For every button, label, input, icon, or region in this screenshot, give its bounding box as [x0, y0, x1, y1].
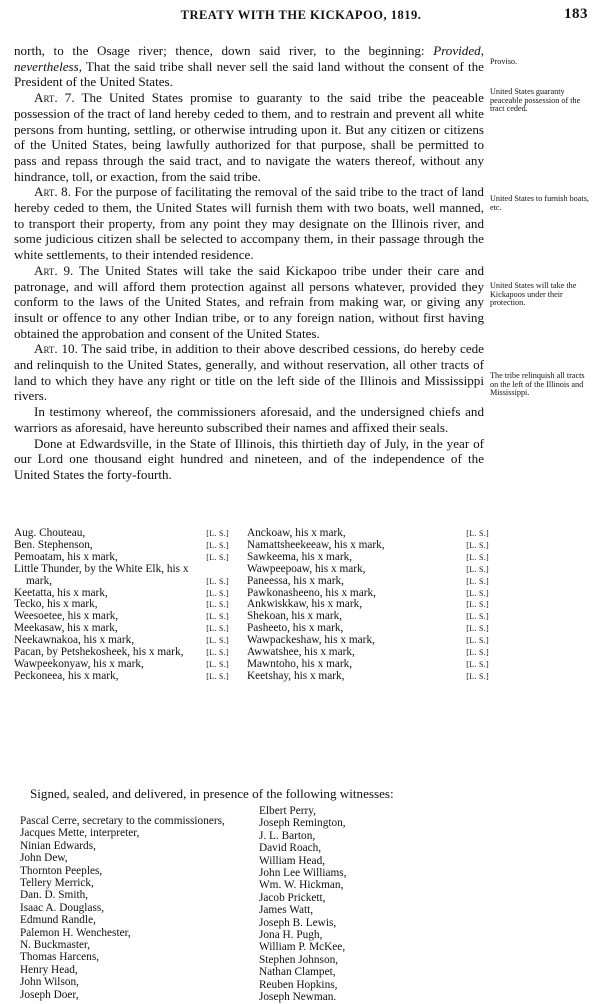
paragraph	[14, 404, 484, 435]
witness-name: Elbert Perry,	[259, 805, 316, 817]
signatory-row	[14, 671, 229, 683]
seal-mark: [L. S.]	[206, 659, 229, 669]
signatory-name: Namattsheekeeaw, his x mark,	[247, 538, 385, 551]
signatory-name: Wawpeekonyaw, his x mark,	[14, 657, 144, 670]
signatory-name: Anckoaw, his x mark,	[247, 527, 346, 539]
paragraph	[14, 341, 484, 404]
page-header	[14, 6, 588, 26]
signatory-name: Peckoneea, his x mark,	[14, 669, 119, 682]
margin-note: Proviso.	[490, 57, 518, 66]
seal-mark: [L. S.]	[466, 624, 489, 634]
text-run: . The United States will take the said Kickapoo tribe under their care and patronage, and will afford them protection against all persons whatever, provided they conform to the laws of the United States, and refrain from making war, or giving any insult or offence to any other Indian tribe, or to any foreign nation, without first having obtained the approbation and consent of the United States.	[14, 262, 484, 341]
paragraph	[14, 90, 484, 184]
witness-name: Thomas Harcens,	[20, 951, 100, 964]
signatory-row	[247, 671, 489, 683]
paragraph	[14, 436, 484, 483]
signatory-row	[247, 564, 489, 576]
article-label: Art. 9	[34, 262, 71, 278]
witness-name: Reuben Hopkins,	[259, 978, 338, 991]
seal-mark: [L. S.]	[206, 671, 229, 681]
witness-name: Jona H. Pugh,	[259, 929, 323, 942]
seal-mark: [L. S.]	[466, 636, 489, 646]
seal-mark: [L. S.]	[466, 648, 489, 658]
seal-mark: [L. S.]	[466, 612, 489, 622]
seal-mark: [L. S.]	[466, 576, 489, 586]
seal-mark: [L. S.]	[206, 576, 229, 586]
witness-name: William Head,	[259, 854, 326, 867]
paragraph	[14, 184, 484, 263]
signatory-row	[14, 552, 229, 564]
article-label: Art. 8	[34, 184, 68, 200]
margin-note: The tribe relinquish all tracts on the left of the Illinois and Mississippi.	[490, 371, 585, 398]
signatory-name: Wawpackeshaw, his x mark,	[247, 634, 375, 647]
witness-name: N. Buckmaster,	[20, 939, 91, 952]
signatory-name: Paneessa, his x mark,	[247, 574, 344, 587]
treaty-body-text	[14, 43, 484, 483]
witness-name: Nathan Clampet,	[259, 966, 336, 979]
witness-name: David Roach,	[259, 842, 322, 855]
seal-mark: [L. S.]	[466, 529, 489, 538]
signatory-row	[247, 576, 489, 588]
witness-name: Joseph B. Lewis,	[259, 916, 337, 929]
witnesses-right-column	[259, 805, 489, 1004]
text-run: . The United States promise to guaranty to the said tribe the peaceable possession of the tract of land hereby ceded to them, and to restrain and prevent all white persons from hunting, settling, or otherwise intruding upon it. But any citizen or citizens of the United States, being lawfully authorized for that purpose, shall be permitted to pass and repass through the said tract, and to navigate the waters thereof, without any hindrance, toll, or exaction, from the said tribe.	[14, 90, 484, 184]
witness-name: J. L. Barton,	[259, 829, 316, 842]
signatory-row	[247, 552, 489, 564]
seal-mark: [L. S.]	[206, 600, 229, 610]
seal-mark: [L. S.]	[206, 588, 229, 598]
seal-mark: [L. S.]	[206, 552, 229, 562]
signatories-right-column	[247, 528, 489, 683]
article-label: Art. 10	[34, 341, 75, 357]
witness-name: John Dew,	[20, 852, 68, 865]
seal-mark: [L. S.]	[206, 529, 229, 538]
seal-mark: [L. S.]	[206, 636, 229, 646]
text-run: Provided, nevertheless	[14, 43, 484, 74]
text-run: , That the said tribe shall never sell the said land without the consent of the President of the United States.	[14, 58, 484, 90]
witness-name: Dan. D. Smith,	[20, 889, 89, 902]
witness-name: Edmund Randle,	[20, 914, 96, 927]
signatory-row	[14, 564, 229, 588]
seal-mark: [L. S.]	[206, 624, 229, 634]
seal-mark: [L. S.]	[206, 612, 229, 622]
witness-name: Jacques Mette, interpreter,	[20, 827, 140, 840]
witness-name: Joseph Remington,	[259, 817, 346, 830]
signatory-name: Ben. Stephenson,	[14, 538, 93, 551]
signatory-name: Pawkonasheeno, his x mark,	[247, 586, 376, 599]
seal-mark: [L. S.]	[466, 564, 489, 574]
signatory-name: Pasheeto, his x mark,	[247, 622, 344, 635]
signatory-name: Little Thunder, by the White Elk, his x mark,	[14, 562, 189, 587]
witness-name: Henry Head,	[20, 963, 78, 976]
witness-name: Jacob Prickett,	[259, 891, 326, 904]
paragraph	[14, 263, 484, 342]
seal-mark: [L. S.]	[466, 659, 489, 669]
witness-name: Palemon H. Wenchester,	[20, 926, 131, 939]
signatory-name: Shekoan, his x mark,	[247, 610, 343, 623]
signatory-name: Tecko, his x mark,	[14, 598, 98, 611]
witness-name: William P. McKee,	[259, 941, 346, 954]
seal-mark: [L. S.]	[466, 552, 489, 562]
witness-name: John Wilson,	[20, 976, 79, 989]
witness-name: John Lee Williams,	[259, 867, 347, 880]
margin-note: United States to furnish boats, etc.	[490, 194, 589, 212]
margin-note: United States will take the Kickapoos under their protection.	[490, 281, 577, 308]
seal-mark: [L. S.]	[206, 648, 229, 658]
text-run: . The said tribe, in addition to their above described cessions, do hereby cede and relinquish to the United States, generally, and without reservation, all other tracts of land to which they have any right or title on the left side of the Illinois and Mississippi rivers.	[14, 341, 484, 404]
page-number: 183	[564, 6, 588, 22]
signatory-name: Pemoatam, his x mark,	[14, 550, 118, 563]
signatory-name: Weesoetee, his x mark,	[14, 610, 119, 623]
margin-note: United States guaranty peaceable possession of the tract ceded.	[490, 87, 581, 114]
witness-name: Pascal Cerre, secretary to the commissioners,	[20, 815, 225, 827]
signatory-name: Pacan, by Petshekosheek, his x mark,	[14, 646, 184, 659]
seal-mark: [L. S.]	[466, 540, 489, 550]
signatory-name: Meekasaw, his x mark,	[14, 622, 118, 635]
witness-name: Ninian Edwards,	[20, 839, 96, 852]
seal-mark: [L. S.]	[466, 600, 489, 610]
witness-name: Thornton Peeples,	[20, 864, 103, 877]
seal-mark: [L. S.]	[466, 671, 489, 681]
witness-name: Joseph Doer,	[20, 988, 79, 1001]
witness-intro: Signed, sealed, and delivered, in presence of the following witnesses:	[30, 786, 394, 801]
witness-name: Wm. W. Hickman,	[259, 879, 344, 892]
signatory-name: Aug. Chouteau,	[14, 527, 86, 539]
witness-name: Tellery Merrick,	[20, 877, 94, 890]
witness-name: Joseph Newman.	[259, 991, 337, 1004]
witnesses-left-column	[20, 815, 250, 1001]
paragraph	[14, 43, 484, 90]
witness-name: Isaac A. Douglass,	[20, 901, 105, 914]
text-run: Done at Edwardsville, in the State of Illinois, this thirtieth day of July, in the year of our Lord one thousand eight hundred and nineteen, and of the independence of the United States the forty-fourth.	[14, 435, 484, 482]
witness-name: Stephen Johnson,	[259, 953, 339, 966]
seal-mark: [L. S.]	[206, 540, 229, 550]
seal-mark: [L. S.]	[466, 588, 489, 598]
running-title: TREATY WITH THE KICKAPOO, 1819.	[180, 8, 422, 22]
signatory-name: Keetatta, his x mark,	[14, 586, 108, 599]
signatory-name: Wawpeepoaw, his x mark,	[247, 562, 366, 575]
signatory-name: Keetshay, his x mark,	[247, 669, 345, 682]
witness-name: James Watt,	[259, 904, 314, 917]
signatory-name: Mawntoho, his x mark,	[247, 657, 353, 670]
signatory-name: Awwatshee, his x mark,	[247, 646, 355, 659]
article-label: Art. 7	[34, 90, 72, 106]
signatories-left-column	[14, 528, 229, 683]
text-run: In testimony whereof, the commissioners aforesaid, and the undersigned chiefs and warriors as aforesaid, have hereunto subscribed their names and affixed their seals.	[14, 404, 484, 435]
signatory-name: Ankwiskkaw, his x mark,	[247, 598, 363, 611]
signatory-name: Neekawnakoa, his x mark,	[14, 634, 135, 647]
signatory-name: Sawkeema, his x mark,	[247, 550, 353, 563]
text-run: north, to the Osage river; thence, down said river, to the beginning:	[14, 43, 434, 58]
text-run: . For the purpose of facilitating the removal of the said tribe to the tract of land hereby ceded to them, the United States will furnish them with two boats, well manned, to transport their property, from any point they may designate on the Illinois river, and some judicious citizen shall be selected to accompany them, in their passage through the white settlements, to their intended residence.	[14, 184, 484, 263]
